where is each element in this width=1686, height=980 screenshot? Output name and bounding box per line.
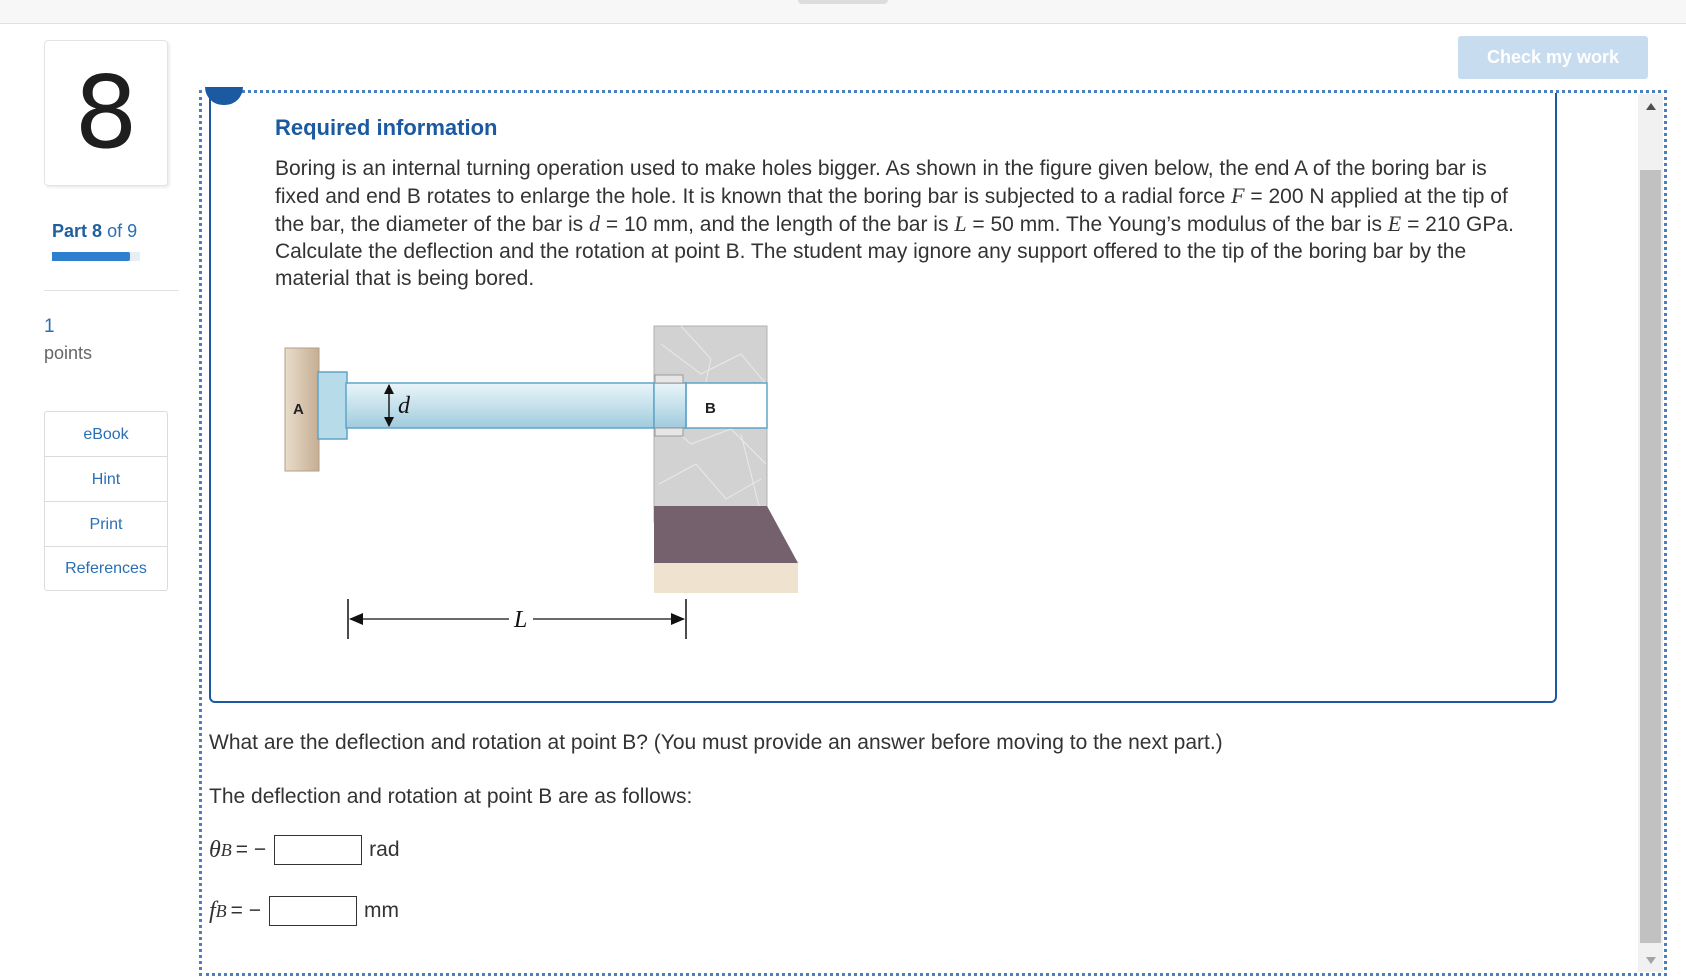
points-value: 1: [44, 316, 55, 337]
flange-a: [318, 372, 347, 439]
part-progress-bar: [52, 252, 140, 261]
scroll-thumb[interactable]: [1640, 170, 1661, 943]
theta-subscript: B: [220, 839, 232, 860]
check-my-work-button[interactable]: Check my work: [1458, 36, 1648, 79]
part-total: of 9: [107, 221, 138, 241]
cutter-bottom: [655, 428, 683, 436]
f-b-input[interactable]: [269, 896, 357, 926]
label-b: B: [705, 400, 716, 417]
info-text-2: = 200 N applied at the tip of the bar, the diameter of the bar is: [275, 185, 1508, 236]
info-text-5: = 210 GPa. Calculate the deflection and the rotation at point B. The student may ignore any support offered to the tip of the boring bar by the material that is being bored.: [275, 213, 1514, 290]
var-l: L: [954, 211, 967, 236]
var-e: E: [1387, 211, 1402, 236]
cutter-top: [655, 375, 683, 383]
f-unit: mm: [364, 899, 400, 922]
info-text-3: = 10 mm, and the length of the bar is: [600, 213, 955, 236]
part-progress-fill: [52, 252, 130, 261]
label-l: L: [514, 607, 528, 633]
question-text: What are the deflection and rotation at point B? (You must provide an answer before moving to the next part.): [209, 731, 1223, 754]
theta-b-input[interactable]: [274, 835, 362, 865]
top-tab-handle[interactable]: [798, 0, 888, 4]
machine-base: [654, 506, 798, 563]
boring-bar-diagram: [271, 314, 831, 659]
info-text-4: = 50 mm. The Young’s modulus of the bar is: [966, 213, 1388, 236]
part-prefix: Part: [52, 221, 88, 241]
vertical-scrollbar[interactable]: [1638, 94, 1663, 972]
var-d: d: [589, 211, 601, 236]
f-subscript: B: [215, 900, 227, 921]
bar-tip: [654, 383, 686, 428]
part-indicator: [52, 221, 137, 242]
f-symbol: f: [209, 897, 216, 924]
scroll-up-arrow-icon[interactable]: [1638, 94, 1663, 118]
ebook-button[interactable]: eBook: [45, 412, 167, 457]
question-number: 8: [74, 54, 138, 171]
floor-strip: [654, 563, 798, 593]
required-information-box: [209, 93, 1557, 703]
resource-buttons: [44, 411, 168, 591]
deflection-answer-row: [209, 896, 399, 926]
references-button[interactable]: References: [65, 560, 147, 577]
part-current: 8: [92, 221, 103, 241]
scroll-down-arrow-icon[interactable]: [1638, 948, 1663, 972]
f-operator: = −: [230, 899, 262, 922]
boring-bar-figure: [271, 314, 831, 664]
print-button[interactable]: Print: [45, 502, 167, 547]
hint-button[interactable]: Hint: [45, 457, 167, 502]
label-a: A: [293, 401, 304, 418]
top-bar: [0, 0, 1686, 24]
lead-text: The deflection and rotation at point B are as follows:: [209, 785, 693, 808]
info-title: Required information: [275, 115, 498, 140]
question-number-card: [44, 40, 168, 186]
theta-unit: rad: [369, 838, 400, 861]
boring-bar: [346, 383, 686, 428]
info-text-1: Boring is an internal turning operation used to make holes bigger. As shown in the figure given below, the end A of the boring bar is fixed and end B rotates to enlarge the hole. It is known that the boring bar is subjected to a radial force: [275, 157, 1487, 208]
theta-operator: = −: [235, 838, 267, 861]
points-label: points: [44, 343, 93, 363]
theta-symbol: θ: [209, 836, 221, 863]
var-f: F: [1231, 183, 1245, 208]
label-d: d: [398, 393, 410, 419]
sidebar-divider: [44, 290, 179, 291]
info-paragraph: [275, 155, 1515, 292]
theta-answer-row: [209, 835, 400, 865]
